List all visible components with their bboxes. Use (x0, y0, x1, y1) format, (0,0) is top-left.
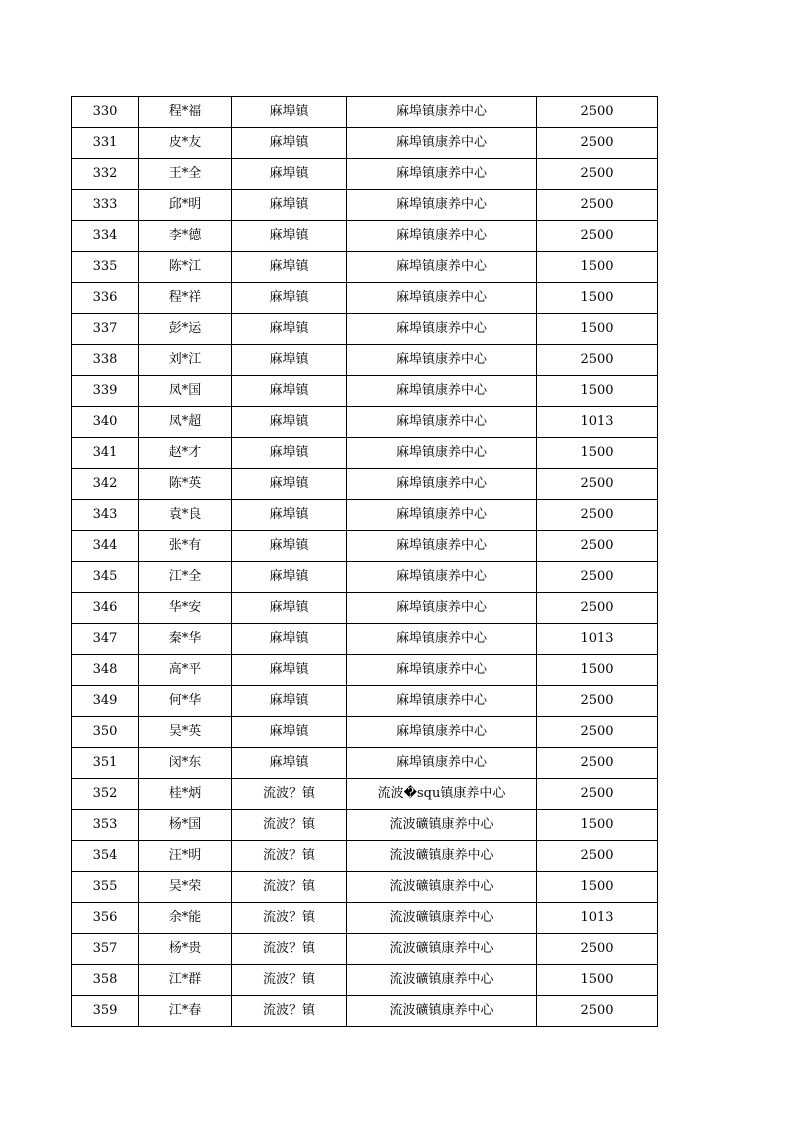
amount-cell: 1500 (537, 655, 658, 686)
amount-cell: 2500 (537, 841, 658, 872)
table-row (72, 965, 658, 996)
name-cell: 袁*良 (139, 500, 232, 531)
amount-cell: 2500 (537, 345, 658, 376)
town-cell: 流波？镇 (232, 996, 347, 1027)
row-number-cell: 330 (72, 97, 139, 128)
row-number-cell: 357 (72, 934, 139, 965)
table-row (72, 872, 658, 903)
table-row (72, 469, 658, 500)
institution-cell: 麻埠镇康养中心 (347, 221, 537, 252)
name-cell: 张*有 (139, 531, 232, 562)
institution-cell: 麻埠镇康养中心 (347, 438, 537, 469)
institution-cell: 麻埠镇康养中心 (347, 376, 537, 407)
name-cell: 江*群 (139, 965, 232, 996)
amount-cell: 1500 (537, 376, 658, 407)
name-cell: 吴*英 (139, 717, 232, 748)
institution-cell: 麻埠镇康养中心 (347, 314, 537, 345)
amount-cell: 1500 (537, 283, 658, 314)
table-row (72, 128, 658, 159)
table-row (72, 810, 658, 841)
row-number-cell: 344 (72, 531, 139, 562)
town-cell: 流波？镇 (232, 965, 347, 996)
name-cell: 秦*华 (139, 624, 232, 655)
amount-cell: 2500 (537, 779, 658, 810)
institution-cell: 麻埠镇康养中心 (347, 252, 537, 283)
table-row (72, 655, 658, 686)
town-cell: 麻埠镇 (232, 283, 347, 314)
row-number-cell: 358 (72, 965, 139, 996)
amount-cell: 2500 (537, 562, 658, 593)
amount-cell: 2500 (537, 221, 658, 252)
institution-cell: 麻埠镇康养中心 (347, 686, 537, 717)
town-cell: 麻埠镇 (232, 531, 347, 562)
table-row (72, 407, 658, 438)
institution-cell: 麻埠镇康养中心 (347, 97, 537, 128)
town-cell: 麻埠镇 (232, 748, 347, 779)
row-number-cell: 352 (72, 779, 139, 810)
name-cell: 凤*超 (139, 407, 232, 438)
table-body (72, 97, 658, 1027)
name-cell: 李*德 (139, 221, 232, 252)
table-row (72, 500, 658, 531)
amount-cell: 2500 (537, 996, 658, 1027)
town-cell: 麻埠镇 (232, 686, 347, 717)
town-cell: 麻埠镇 (232, 159, 347, 190)
table-row (72, 314, 658, 345)
amount-cell: 1500 (537, 252, 658, 283)
row-number-cell: 355 (72, 872, 139, 903)
amount-cell: 2500 (537, 686, 658, 717)
institution-cell: 麻埠镇康养中心 (347, 717, 537, 748)
town-cell: 麻埠镇 (232, 593, 347, 624)
name-cell: 高*平 (139, 655, 232, 686)
table-row (72, 531, 658, 562)
table-row (72, 593, 658, 624)
town-cell: 麻埠镇 (232, 128, 347, 159)
table-row (72, 252, 658, 283)
name-cell: 邱*明 (139, 190, 232, 221)
institution-cell: 麻埠镇康养中心 (347, 593, 537, 624)
amount-cell: 2500 (537, 748, 658, 779)
institution-cell: 麻埠镇康养中心 (347, 655, 537, 686)
institution-cell: 麻埠镇康养中心 (347, 624, 537, 655)
row-number-cell: 342 (72, 469, 139, 500)
name-cell: 杨*国 (139, 810, 232, 841)
institution-cell: 流波礦镇康养中心 (347, 872, 537, 903)
table-row (72, 438, 658, 469)
row-number-cell: 331 (72, 128, 139, 159)
amount-cell: 2500 (537, 934, 658, 965)
table-row (72, 624, 658, 655)
name-cell: 陈*江 (139, 252, 232, 283)
town-cell: 麻埠镇 (232, 500, 347, 531)
town-cell: 流波？镇 (232, 934, 347, 965)
name-cell: 江*全 (139, 562, 232, 593)
row-number-cell: 359 (72, 996, 139, 1027)
town-cell: 麻埠镇 (232, 624, 347, 655)
name-cell: 程*祥 (139, 283, 232, 314)
amount-cell: 2500 (537, 190, 658, 221)
row-number-cell: 336 (72, 283, 139, 314)
row-number-cell: 332 (72, 159, 139, 190)
institution-cell: 流波礦镇康养中心 (347, 965, 537, 996)
amount-cell: 2500 (537, 469, 658, 500)
amount-cell: 1500 (537, 872, 658, 903)
name-cell: 刘*江 (139, 345, 232, 376)
town-cell: 麻埠镇 (232, 407, 347, 438)
town-cell: 流波？镇 (232, 810, 347, 841)
town-cell: 麻埠镇 (232, 376, 347, 407)
town-cell: 流波？镇 (232, 841, 347, 872)
row-number-cell: 340 (72, 407, 139, 438)
town-cell: 麻埠镇 (232, 190, 347, 221)
name-cell: 凤*国 (139, 376, 232, 407)
institution-cell: 麻埠镇康养中心 (347, 128, 537, 159)
name-cell: 陈*英 (139, 469, 232, 500)
table-row (72, 97, 658, 128)
row-number-cell: 350 (72, 717, 139, 748)
amount-cell: 2500 (537, 128, 658, 159)
amount-cell: 1013 (537, 407, 658, 438)
row-number-cell: 334 (72, 221, 139, 252)
institution-cell: 麻埠镇康养中心 (347, 159, 537, 190)
town-cell: 麻埠镇 (232, 438, 347, 469)
amount-cell: 1500 (537, 438, 658, 469)
institution-cell: 麻埠镇康养中心 (347, 500, 537, 531)
institution-cell: 麻埠镇康养中心 (347, 345, 537, 376)
institution-cell: 麻埠镇康养中心 (347, 748, 537, 779)
row-number-cell: 345 (72, 562, 139, 593)
row-number-cell: 335 (72, 252, 139, 283)
table-row (72, 562, 658, 593)
institution-cell: 流波礦镇康养中心 (347, 841, 537, 872)
name-cell: 杨*贵 (139, 934, 232, 965)
town-cell: 麻埠镇 (232, 562, 347, 593)
name-cell: 闵*东 (139, 748, 232, 779)
amount-cell: 2500 (537, 593, 658, 624)
town-cell: 麻埠镇 (232, 97, 347, 128)
name-cell: 何*华 (139, 686, 232, 717)
amount-cell: 2500 (537, 159, 658, 190)
row-number-cell: 346 (72, 593, 139, 624)
institution-cell: 流波礦镇康养中心 (347, 934, 537, 965)
town-cell: 麻埠镇 (232, 469, 347, 500)
amount-cell: 1500 (537, 965, 658, 996)
table-row (72, 779, 658, 810)
institution-cell: 麻埠镇康养中心 (347, 469, 537, 500)
table-row (72, 283, 658, 314)
institution-cell: 麻埠镇康养中心 (347, 562, 537, 593)
institution-cell: 流波礦镇康养中心 (347, 810, 537, 841)
town-cell: 麻埠镇 (232, 717, 347, 748)
row-number-cell: 354 (72, 841, 139, 872)
name-cell: 余*能 (139, 903, 232, 934)
row-number-cell: 349 (72, 686, 139, 717)
institution-cell: 麻埠镇康养中心 (347, 531, 537, 562)
data-table (71, 96, 658, 1027)
name-cell: 王*全 (139, 159, 232, 190)
table-row (72, 221, 658, 252)
amount-cell: 1500 (537, 314, 658, 345)
data-table-container (71, 96, 658, 1027)
row-number-cell: 333 (72, 190, 139, 221)
institution-cell: 流波礦镇康养中心 (347, 903, 537, 934)
table-row (72, 376, 658, 407)
row-number-cell: 341 (72, 438, 139, 469)
institution-cell: 麻埠镇康养中心 (347, 190, 537, 221)
row-number-cell: 356 (72, 903, 139, 934)
name-cell: 赵*才 (139, 438, 232, 469)
name-cell: 华*安 (139, 593, 232, 624)
amount-cell: 1013 (537, 903, 658, 934)
town-cell: 麻埠镇 (232, 655, 347, 686)
town-cell: 麻埠镇 (232, 314, 347, 345)
amount-cell: 2500 (537, 531, 658, 562)
institution-cell: 麻埠镇康养中心 (347, 283, 537, 314)
table-row (72, 190, 658, 221)
town-cell: 麻埠镇 (232, 252, 347, 283)
name-cell: 皮*友 (139, 128, 232, 159)
row-number-cell: 338 (72, 345, 139, 376)
row-number-cell: 351 (72, 748, 139, 779)
table-row (72, 934, 658, 965)
town-cell: 流波？镇 (232, 903, 347, 934)
amount-cell: 2500 (537, 717, 658, 748)
row-number-cell: 347 (72, 624, 139, 655)
table-row (72, 686, 658, 717)
institution-cell: 麻埠镇康养中心 (347, 407, 537, 438)
institution-cell: 流波�squ镇康养中心 (347, 779, 537, 810)
town-cell: 流波？镇 (232, 872, 347, 903)
row-number-cell: 353 (72, 810, 139, 841)
row-number-cell: 339 (72, 376, 139, 407)
name-cell: 程*福 (139, 97, 232, 128)
name-cell: 汪*明 (139, 841, 232, 872)
town-cell: 麻埠镇 (232, 221, 347, 252)
row-number-cell: 348 (72, 655, 139, 686)
row-number-cell: 337 (72, 314, 139, 345)
institution-cell: 流波礦镇康养中心 (347, 996, 537, 1027)
town-cell: 麻埠镇 (232, 345, 347, 376)
town-cell: 流波？镇 (232, 779, 347, 810)
table-row (72, 345, 658, 376)
table-row (72, 748, 658, 779)
row-number-cell: 343 (72, 500, 139, 531)
name-cell: 吴*荣 (139, 872, 232, 903)
amount-cell: 2500 (537, 97, 658, 128)
name-cell: 彭*运 (139, 314, 232, 345)
table-row (72, 903, 658, 934)
amount-cell: 1500 (537, 810, 658, 841)
name-cell: 江*春 (139, 996, 232, 1027)
table-row (72, 717, 658, 748)
amount-cell: 1013 (537, 624, 658, 655)
table-row (72, 996, 658, 1027)
table-row (72, 159, 658, 190)
name-cell: 桂*炳 (139, 779, 232, 810)
table-row (72, 841, 658, 872)
amount-cell: 2500 (537, 500, 658, 531)
